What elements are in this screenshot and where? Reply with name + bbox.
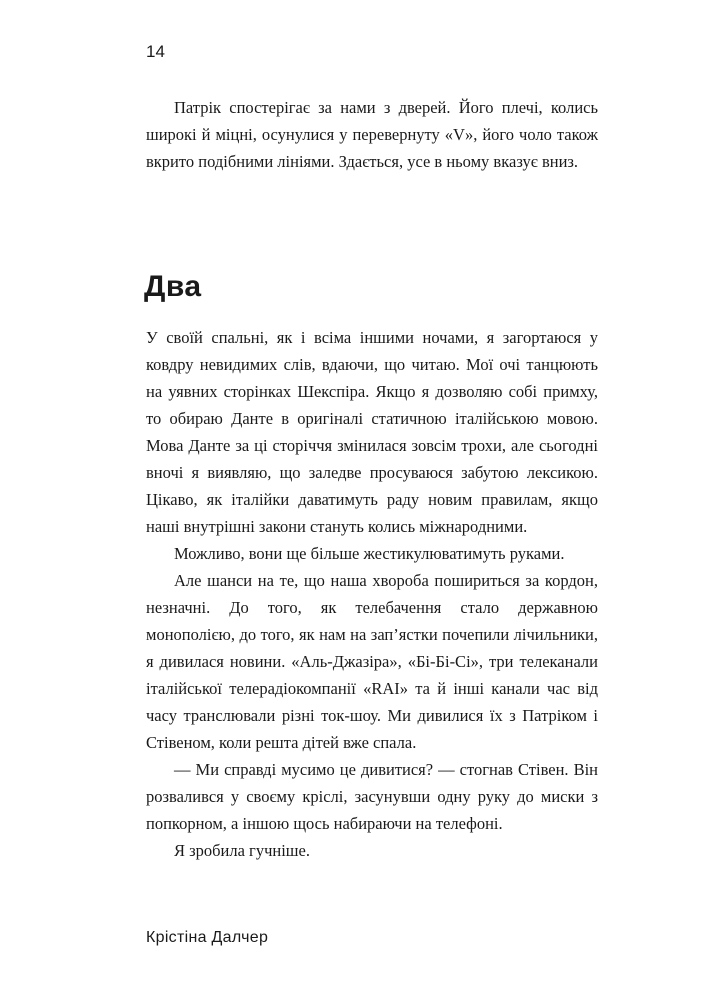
paragraph: Але шанси на те, що наша хвороба пошириться за кордон, незначні. До того, як телебачення стало державною монополією, до того, як нам на зап’ястки почепили лічильники, я дивилася новини. «Аль-Джазіра», «Бі-Бі-Сі», три телеканали італійської телерадіокомпанії «RAI» та й інші канали час від часу транслювали різні ток-шоу. Ми дивилися їх з Патріком і Стівеном, коли решта дітей вже спала. (146, 571, 598, 752)
paragraph: Можливо, вони ще більше жестикулюватимуть руками. (174, 544, 565, 563)
paragraph: — Ми справді мусимо це дивитися? — стогнав Стівен. Він розвалився у своєму кріслі, засунувши одну руку до миски з попкорном, а іншою щось набираючи на телефоні. (146, 760, 598, 833)
chapter-text (146, 324, 598, 864)
intro-text (146, 94, 598, 175)
page-number: 14 (146, 42, 165, 61)
running-footer-author: Крістіна Далчер (146, 929, 269, 946)
chapter-title: Два (144, 270, 202, 303)
paragraph: Я зробила гучніше. (174, 841, 310, 860)
paragraph: У своїй спальні, як і всіма іншими ночами, я загортаюся у ковдру невидимих слів, вдаючи, що читаю. Мої очі танцюють на уявних сторінках Шекспіра. Якщо я дозволяю собі примху, то обираю Данте в оригіналі статичною італійською мовою. Мова Данте за ці сторіччя змінилася зовсім трохи, але сьогодні вночі я виявляю, що заледве просуваюся забутою лексикою. Цікаво, як італійки даватимуть раду новим правилам, якщо наші внутрішні закони стануть колись міжнародними. (146, 328, 598, 536)
paragraph: Патрік спостерігає за нами з дверей. Його плечі, колись широкі й міцні, осунулися у перевернуту «V», його чоло також вкрито подібними лініями. Здається, усе в ньому вказує вниз. (146, 98, 598, 171)
